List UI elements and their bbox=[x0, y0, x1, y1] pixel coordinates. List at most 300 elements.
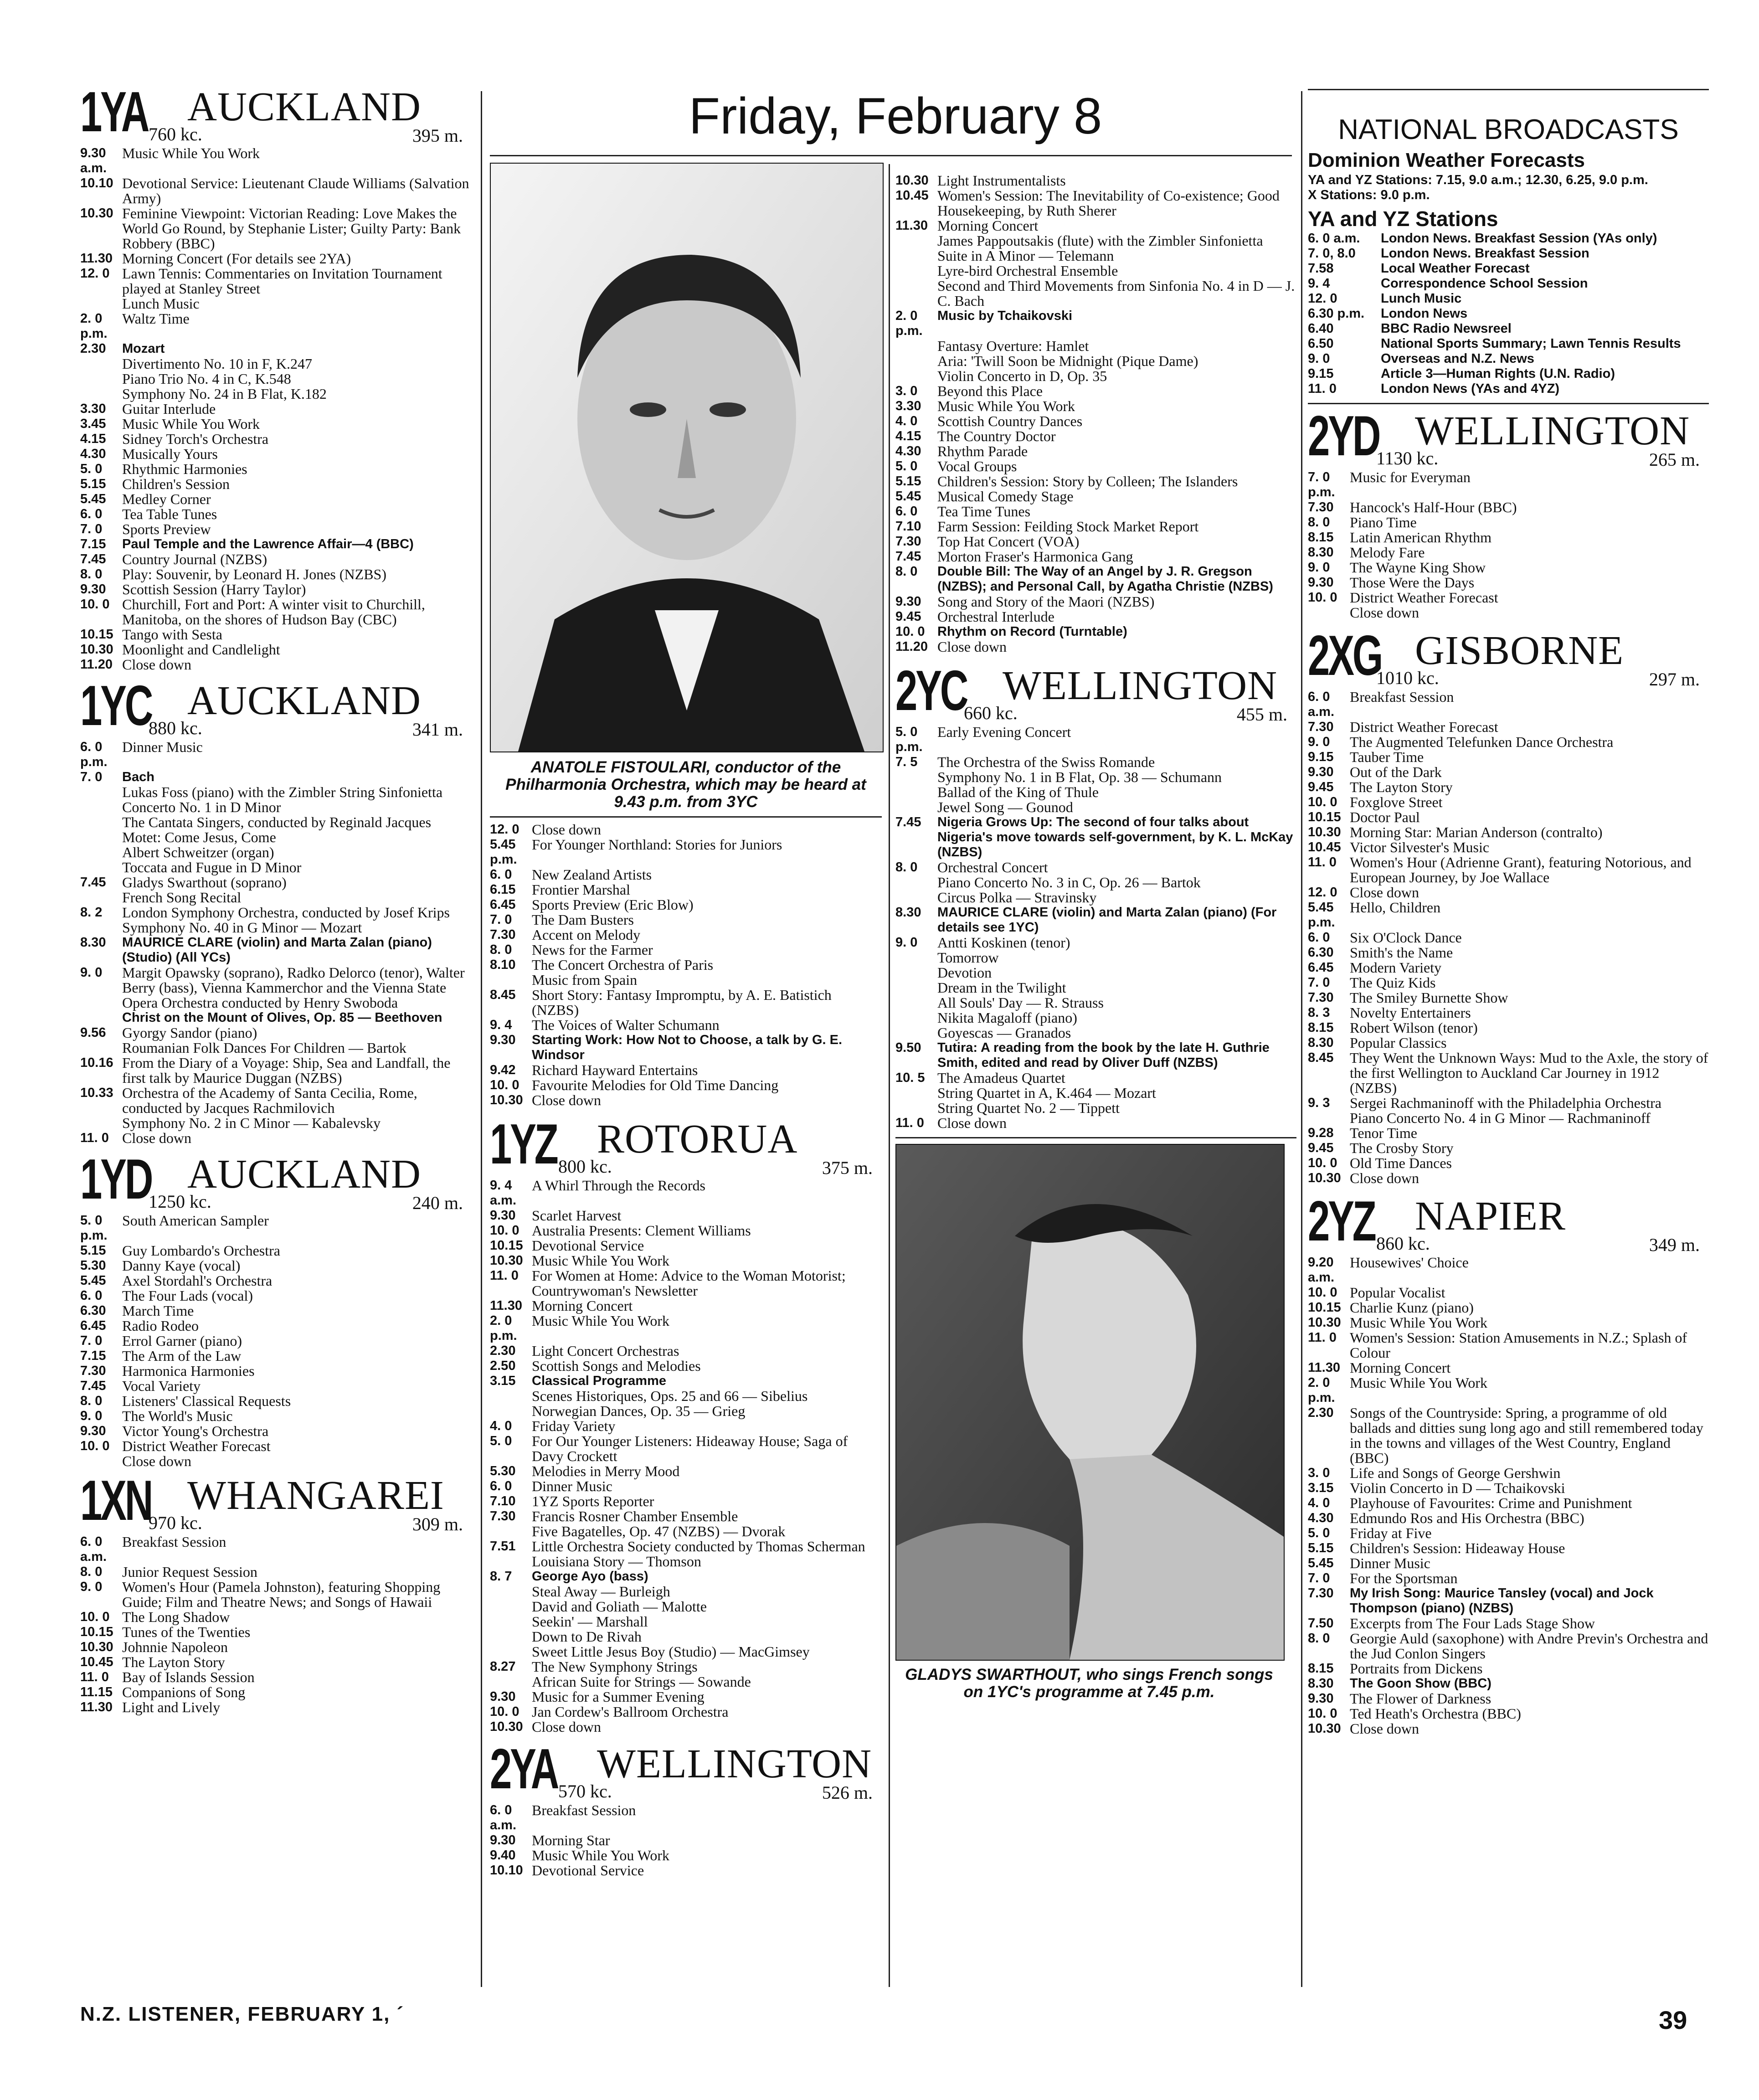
programme-time: 7. 0 bbox=[1308, 975, 1330, 990]
programme-entry bbox=[490, 1614, 882, 1629]
programme-time bbox=[895, 1086, 937, 1101]
programme-title: Music While You Work bbox=[1350, 1314, 1488, 1331]
programme-title: Correspondence School Session bbox=[1381, 276, 1588, 291]
programme-entry bbox=[1308, 735, 1709, 750]
station-city: GISBORNE bbox=[1415, 628, 1624, 673]
programme-title: 1YZ Sports Reporter bbox=[532, 1493, 654, 1509]
programme-entry bbox=[80, 1409, 472, 1424]
programme-title: Piano Concerto No. 3 in C, Op. 26 — Bartok bbox=[937, 874, 1201, 890]
programme-title: Children's Session bbox=[122, 476, 230, 492]
programme-time bbox=[895, 278, 937, 309]
programme-time: 4.30 bbox=[80, 447, 106, 461]
programme-entry bbox=[80, 1565, 472, 1580]
programme-title: Ted Heath's Orchestra (BBC) bbox=[1350, 1705, 1521, 1722]
programme-time bbox=[80, 1116, 122, 1131]
programme-entry bbox=[80, 1580, 472, 1610]
programme-time: 8. 0 bbox=[80, 1565, 103, 1579]
programme-title: Norwegian Dances, Op. 35 — Grieg bbox=[532, 1403, 746, 1419]
programme-time: 5.45 p.m. bbox=[490, 837, 517, 867]
programme-entry bbox=[490, 1389, 882, 1404]
programme-entry bbox=[490, 973, 882, 988]
programme-title: Close down bbox=[937, 638, 1007, 655]
programme-entry bbox=[80, 1454, 472, 1469]
programme-time: 8. 0 bbox=[80, 567, 103, 582]
programme-entry bbox=[895, 489, 1296, 504]
programme-entry bbox=[895, 1010, 1296, 1025]
programme-time: 7.30 bbox=[895, 534, 921, 549]
programme-entry bbox=[80, 845, 472, 860]
station-wavelength: 395 m. bbox=[412, 125, 463, 146]
programme-entry bbox=[1308, 1706, 1709, 1721]
programme-time: 10.16 bbox=[80, 1055, 113, 1070]
programme-title: Women's Hour (Pamela Johnston), featuring Shopping Guide; Film and Theatre News; and Songs of Hawaii bbox=[122, 1579, 441, 1610]
programme-title: Gladys Swarthout (soprano) bbox=[122, 874, 287, 890]
programme-title: Close down bbox=[1350, 884, 1419, 901]
programme-time: 9. 0 bbox=[80, 965, 103, 980]
programme-list-1yz bbox=[490, 1178, 882, 1735]
programme-entry bbox=[490, 1359, 882, 1374]
programme-time: 5. 0 bbox=[80, 462, 103, 476]
programme-entry bbox=[80, 935, 472, 965]
programme-entry bbox=[895, 1025, 1296, 1040]
programme-time: 8. 7 bbox=[490, 1569, 512, 1584]
programme-entry bbox=[1308, 1156, 1709, 1171]
programme-time: 9.56 bbox=[80, 1025, 106, 1040]
programme-time bbox=[895, 369, 937, 384]
programme-time bbox=[80, 920, 122, 935]
programme-time: 6.45 bbox=[1308, 960, 1334, 975]
programme-entry bbox=[80, 1439, 472, 1454]
programme-title: Country Journal (NZBS) bbox=[122, 551, 267, 567]
programme-entry bbox=[895, 639, 1296, 654]
programme-entry bbox=[80, 1025, 472, 1040]
programme-entry bbox=[1308, 765, 1709, 780]
programme-time: 9. 4 bbox=[490, 1018, 512, 1032]
caption-rule bbox=[490, 811, 882, 818]
programme-entry bbox=[490, 1434, 882, 1464]
programme-list-1yd bbox=[80, 1213, 472, 1469]
programme-entry bbox=[1308, 500, 1709, 515]
programme-entry bbox=[895, 444, 1296, 459]
station-header-1yd bbox=[80, 1148, 472, 1213]
programme-time bbox=[895, 1025, 937, 1040]
programme-time: 8. 0 bbox=[490, 942, 512, 957]
programme-time: 5. 0 bbox=[1308, 1526, 1330, 1540]
programme-entry bbox=[80, 1625, 472, 1640]
programme-title: The Long Shadow bbox=[122, 1609, 230, 1625]
programme-time: 3. 0 bbox=[895, 384, 918, 398]
programme-entry bbox=[80, 1243, 472, 1258]
programme-time: 11. 0 bbox=[80, 1670, 109, 1684]
programme-title: Axel Stordahl's Orchestra bbox=[122, 1272, 273, 1289]
national-broadcast-list bbox=[1308, 231, 1709, 396]
programme-time: 6. 0 bbox=[490, 867, 512, 882]
programme-time: 6. 0 bbox=[490, 1479, 512, 1493]
programme-title: Song and Story of the Maori (NZBS) bbox=[937, 593, 1155, 610]
station-wavelength: 526 m. bbox=[822, 1782, 873, 1803]
programme-entry bbox=[80, 1213, 472, 1243]
programme-title: Article 3—Human Rights (U.N. Radio) bbox=[1381, 366, 1615, 381]
programme-time: 5.15 bbox=[1308, 1541, 1334, 1555]
programme-entry bbox=[80, 890, 472, 905]
programme-title: Tenor Time bbox=[1350, 1125, 1417, 1141]
programme-title: Morning Concert (For details see 2YA) bbox=[122, 250, 351, 267]
programme-entry bbox=[1308, 750, 1709, 765]
programme-time: 5.45 bbox=[80, 1273, 106, 1288]
programme-title: District Weather Forecast bbox=[1350, 589, 1498, 606]
programme-title: Sports Preview bbox=[122, 521, 211, 537]
programme-title: For the Sportsman bbox=[1350, 1570, 1458, 1586]
programme-entry bbox=[80, 537, 472, 552]
programme-title: Tauber Time bbox=[1350, 749, 1424, 765]
programme-list-2yd bbox=[1308, 470, 1709, 620]
national-broadcasts-title: NATIONAL BROADCASTS bbox=[1338, 114, 1679, 145]
programme-entry bbox=[1308, 231, 1709, 246]
programme-title: Hello, Children bbox=[1350, 899, 1441, 916]
programme-time: 4.30 bbox=[895, 444, 921, 458]
programme-title: Danny Kaye (vocal) bbox=[122, 1257, 241, 1274]
station-wavelength: 455 m. bbox=[1236, 704, 1287, 725]
programme-entry bbox=[80, 1288, 472, 1303]
programme-title: Lukas Foss (piano) with the Zimbler String Sinfonietta bbox=[122, 784, 443, 800]
programme-entry bbox=[490, 1078, 882, 1093]
programme-time: 2. 0 p.m. bbox=[490, 1313, 517, 1343]
programme-entry bbox=[490, 1374, 882, 1389]
programme-time bbox=[80, 830, 122, 845]
programme-title: String Quartet No. 2 — Tippett bbox=[937, 1100, 1120, 1116]
programme-entry bbox=[895, 309, 1296, 339]
programme-title: Music While You Work bbox=[532, 1252, 670, 1269]
programme-time bbox=[80, 1010, 122, 1025]
programme-title: Early Evening Concert bbox=[937, 724, 1071, 740]
programme-title: Morning Concert bbox=[532, 1297, 633, 1314]
programme-entry bbox=[490, 1253, 882, 1268]
programme-entry bbox=[80, 1318, 472, 1333]
station-frequency: 970 kc. bbox=[149, 1513, 202, 1533]
programme-title: Toccata and Fugue in D Minor bbox=[122, 859, 302, 875]
programme-time: 5.15 bbox=[80, 1243, 106, 1258]
programme-time: 6.45 bbox=[80, 1318, 106, 1333]
programme-time: 5.45 bbox=[895, 489, 921, 504]
programme-entry bbox=[1308, 1511, 1709, 1526]
programme-time: 4. 0 bbox=[490, 1419, 512, 1433]
programme-title: Tunes of the Twenties bbox=[122, 1624, 251, 1640]
photo-caption-fistoulari: ANATOLE FISTOULARI, conductor of the Philharmonia Orchestra, which may be heard at 9.43 p.m. from 3YC bbox=[505, 758, 866, 811]
programme-time: 4.15 bbox=[80, 432, 106, 446]
programme-entry bbox=[895, 935, 1296, 950]
programme-entry bbox=[895, 950, 1296, 965]
programme-time bbox=[490, 1584, 532, 1599]
programme-title: Playhouse of Favourites: Crime and Punishment bbox=[1350, 1495, 1632, 1511]
programme-title: Music While You Work bbox=[122, 145, 260, 161]
programme-time: 8.30 bbox=[80, 935, 106, 950]
programme-title: Gyorgy Sandor (piano) bbox=[122, 1024, 257, 1041]
station-call-sign: 2XG bbox=[1308, 624, 1382, 687]
programme-title: London News. Breakfast Session bbox=[1381, 246, 1589, 261]
programme-entry bbox=[895, 624, 1296, 639]
programme-entry bbox=[1308, 545, 1709, 560]
programme-entry bbox=[1308, 1676, 1709, 1691]
programme-time: 2. 0 p.m. bbox=[1308, 1375, 1335, 1405]
programme-time bbox=[895, 1101, 937, 1116]
programme-time: 5. 0 bbox=[895, 459, 918, 474]
weather-line: YA and YZ Stations: 7.15, 9.0 a.m.; 12.30, 6.25, 9.0 p.m. bbox=[1308, 173, 1648, 187]
programme-title: South American Sampler bbox=[122, 1212, 269, 1229]
programme-title: Short Story: Fantasy Impromptu, by A. E. Batistich (NZBS) bbox=[532, 987, 832, 1018]
programme-time: 9.30 bbox=[490, 1208, 516, 1223]
programme-time: 2.30 bbox=[80, 341, 106, 356]
programme-title: Songs of the Countryside: Spring, a programme of old ballads and ditties sung long ago and still remembered today in the towns and villages of the West Country, England (BBC) bbox=[1350, 1405, 1703, 1466]
programme-entry bbox=[895, 1086, 1296, 1101]
programme-time bbox=[1308, 1111, 1350, 1126]
programme-title: Rhythm Parade bbox=[937, 443, 1028, 459]
programme-entry bbox=[80, 1349, 472, 1364]
programme-entry bbox=[80, 597, 472, 627]
programme-title: Close down bbox=[1350, 604, 1419, 621]
programme-entry bbox=[80, 477, 472, 492]
programme-entry bbox=[1308, 1126, 1709, 1141]
programme-time: 8.30 bbox=[1308, 1035, 1334, 1050]
programme-time: 3.15 bbox=[1308, 1481, 1334, 1495]
programme-title: The Dam Busters bbox=[532, 911, 634, 928]
programme-title: They Went the Unknown Ways: Mud to the Axle, the story of the first Wellington to Auckland Car Journey in 1912 (NZBS) bbox=[1350, 1050, 1708, 1096]
programme-entry bbox=[80, 875, 472, 890]
programme-entry bbox=[895, 549, 1296, 564]
column-rule bbox=[889, 164, 890, 1987]
programme-time bbox=[895, 248, 937, 263]
programme-title: Top Hat Concert (VOA) bbox=[937, 533, 1080, 550]
programme-entry bbox=[80, 815, 472, 830]
programme-time: 8.45 bbox=[490, 988, 516, 1002]
column-1 bbox=[80, 81, 472, 2001]
programme-entry bbox=[490, 1644, 882, 1659]
station-header-1xn bbox=[80, 1469, 472, 1534]
programme-title: Close down bbox=[937, 1115, 1007, 1131]
programme-time: 9.30 bbox=[1308, 575, 1334, 590]
programme-time: 9.15 bbox=[1308, 750, 1334, 764]
station-wavelength: 349 m. bbox=[1649, 1235, 1700, 1255]
programme-title: Light Concert Orchestras bbox=[532, 1343, 679, 1359]
station-frequency: 660 kc. bbox=[964, 703, 1018, 723]
programme-entry bbox=[80, 1303, 472, 1318]
programme-time: 11.20 bbox=[895, 639, 928, 654]
programme-entry bbox=[490, 897, 882, 912]
programme-time bbox=[80, 845, 122, 860]
programme-entry bbox=[490, 1584, 882, 1599]
programme-title: Moonlight and Candlelight bbox=[122, 641, 280, 658]
programme-time: 3.30 bbox=[895, 399, 921, 413]
programme-time bbox=[895, 263, 937, 278]
programme-time: 9.42 bbox=[490, 1063, 516, 1077]
programme-time bbox=[895, 890, 937, 905]
programme-time: 10. 0 bbox=[1308, 1706, 1337, 1721]
programme-title: Friday at Five bbox=[1350, 1525, 1432, 1541]
programme-time bbox=[895, 875, 937, 890]
programme-title: Symphony No. 24 in B Flat, K.182 bbox=[122, 386, 327, 402]
programme-time: 9.15 bbox=[1308, 366, 1334, 381]
programme-entry bbox=[1308, 246, 1709, 261]
programme-entry bbox=[895, 1040, 1296, 1071]
programme-time: 9.40 bbox=[490, 1848, 516, 1863]
programme-time: 10.15 bbox=[1308, 810, 1341, 824]
programme-title: Bay of Islands Session bbox=[122, 1669, 255, 1685]
programme-entry bbox=[80, 657, 472, 672]
programme-entry bbox=[80, 311, 472, 341]
programme-title: Frontier Marshal bbox=[532, 881, 630, 898]
column-4 bbox=[1308, 112, 1709, 2003]
programme-time: 11. 0 bbox=[1308, 855, 1337, 870]
programme-title: From the Diary of a Voyage: Ship, Sea and Landfall, the first talk by Maurice Duggan (NZBS) bbox=[122, 1055, 451, 1086]
programme-entry bbox=[80, 492, 472, 507]
programme-title: Roumanian Folk Dances For Children — Bartok bbox=[122, 1040, 406, 1056]
programme-time: 6. 0 bbox=[895, 504, 918, 519]
programme-time: 8. 2 bbox=[80, 905, 103, 920]
programme-entry bbox=[895, 399, 1296, 414]
programme-time: 9. 0 bbox=[80, 1409, 103, 1423]
programme-entry bbox=[1308, 1096, 1709, 1111]
programme-entry bbox=[1308, 975, 1709, 990]
programme-entry bbox=[1308, 1315, 1709, 1330]
programme-entry bbox=[1308, 810, 1709, 825]
programme-time: 9.30 bbox=[490, 1689, 516, 1704]
programme-entry bbox=[80, 522, 472, 537]
programme-title: Dream in the Twilight bbox=[937, 979, 1066, 996]
programme-title: Nigeria Grows Up: The second of four talks about Nigeria's move towards self-government, by K. L. McKay (NZBS) bbox=[937, 815, 1293, 860]
programme-time: 7. 0 p.m. bbox=[1308, 470, 1335, 499]
programme-title: Little Orchestra Society conducted by Thomas Scherman bbox=[532, 1538, 865, 1554]
programme-title: Music by Tchaikovski bbox=[937, 309, 1073, 323]
programme-title: My Irish Song: Maurice Tansley (vocal) and Jock Thompson (piano) (NZBS) bbox=[1350, 1586, 1654, 1616]
programme-entry bbox=[490, 1479, 882, 1494]
programme-title: News for the Farmer bbox=[532, 942, 653, 958]
programme-title: Tutira: A reading from the book by the late H. Guthrie Smith, edited and read by Oliver Duff (NZBS) bbox=[937, 1040, 1270, 1070]
programme-title: The Arm of the Law bbox=[122, 1348, 242, 1364]
programme-entry bbox=[80, 507, 472, 522]
programme-title: David and Goliath — Malotte bbox=[532, 1598, 707, 1615]
programme-time: 10.30 bbox=[80, 642, 113, 657]
programme-title: The Smiley Burnette Show bbox=[1350, 989, 1508, 1006]
programme-entry bbox=[490, 1178, 882, 1208]
programme-title: The Orchestra of the Swiss Romande bbox=[937, 754, 1155, 770]
programme-entry bbox=[490, 1063, 882, 1078]
programme-title: Morning Star bbox=[532, 1832, 610, 1848]
programme-title: A Whirl Through the Records bbox=[532, 1177, 705, 1194]
programme-time: 7.30 bbox=[1308, 1586, 1334, 1601]
programme-time: 10.10 bbox=[80, 176, 113, 190]
programme-title: MAURICE CLARE (violin) and Marta Zalan (piano) (Studio) (All YCs) bbox=[122, 935, 432, 965]
programme-title: Scottish Songs and Melodies bbox=[532, 1358, 701, 1374]
programme-title: Lunch Music bbox=[122, 295, 200, 312]
programme-entry bbox=[80, 206, 472, 251]
programme-title: Novelty Entertainers bbox=[1350, 1004, 1471, 1021]
programme-time bbox=[80, 1040, 122, 1055]
programme-entry bbox=[1308, 1050, 1709, 1096]
programme-entry bbox=[490, 1674, 882, 1689]
programme-entry bbox=[1308, 1141, 1709, 1156]
programme-time: 7. 0 bbox=[1308, 1571, 1330, 1585]
station-header-1yc bbox=[80, 674, 472, 740]
programme-title: Paul Temple and the Lawrence Affair—4 (BBC) bbox=[122, 537, 414, 551]
programme-list-2yc bbox=[895, 725, 1296, 1131]
programme-entry bbox=[80, 1640, 472, 1655]
programme-title: Tea Table Tunes bbox=[122, 506, 217, 522]
programme-time: 6. 0 a.m. bbox=[80, 1534, 107, 1564]
programme-entry bbox=[490, 1509, 882, 1524]
programme-time: 10. 0 bbox=[1308, 1285, 1337, 1300]
programme-time bbox=[490, 1524, 532, 1539]
station-frequency: 570 kc. bbox=[558, 1781, 612, 1801]
programme-title: Feminine Viewpoint: Victorian Reading: Love Makes the World Go Round, by Stephanie Lister; Guilty Party: Bank Robbery (BBC) bbox=[122, 205, 461, 252]
programme-title: Close down bbox=[122, 1130, 191, 1146]
programme-entry bbox=[490, 1404, 882, 1419]
programme-entry bbox=[80, 462, 472, 477]
programme-title: Orchestra of the Academy of Santa Cecilia, Rome, conducted by Jacques Rachmilovich bbox=[122, 1085, 417, 1116]
programme-title: Tea Time Tunes bbox=[937, 503, 1031, 520]
programme-time: 8.10 bbox=[490, 957, 516, 972]
programme-title: Motet: Come Jesus, Come bbox=[122, 829, 276, 845]
programme-time: 11. 0 bbox=[895, 1116, 924, 1130]
programme-title: Georgie Auld (saxophone) with Andre Previn's Orchestra and the Jud Conlon Singers bbox=[1350, 1630, 1708, 1662]
station-frequency: 1250 kc. bbox=[149, 1191, 211, 1212]
programme-time: 9. 4 a.m. bbox=[490, 1178, 517, 1208]
programme-entry bbox=[1308, 900, 1709, 930]
programme-entry bbox=[80, 341, 472, 356]
station-wavelength: 240 m. bbox=[412, 1193, 463, 1213]
programme-title: Waltz Time bbox=[122, 310, 190, 327]
programme-time bbox=[80, 371, 122, 386]
station-frequency: 880 kc. bbox=[149, 718, 202, 738]
programme-time: 6.40 bbox=[1308, 321, 1334, 336]
portrait-illustration bbox=[491, 164, 883, 751]
programme-time: 5. 0 p.m. bbox=[895, 725, 923, 754]
programme-title: The Cantata Singers, conducted by Reginald Jacques bbox=[122, 814, 432, 830]
programme-time bbox=[895, 995, 937, 1010]
programme-time: 7.45 bbox=[80, 875, 106, 890]
station-header-2yc bbox=[895, 659, 1296, 725]
programme-entry bbox=[490, 1093, 882, 1108]
programme-title: Guy Lombardo's Orchestra bbox=[122, 1242, 280, 1259]
programme-entry bbox=[80, 371, 472, 386]
programme-title: Music for a Summer Evening bbox=[532, 1688, 705, 1705]
programme-time: 6. 0 a.m. bbox=[1308, 690, 1335, 719]
programme-entry bbox=[80, 785, 472, 800]
programme-time: 10. 0 bbox=[80, 597, 110, 612]
programme-entry bbox=[895, 594, 1296, 609]
programme-time: 8. 0 bbox=[1308, 1631, 1330, 1646]
programme-entry bbox=[80, 567, 472, 582]
programme-title: Friday Variety bbox=[532, 1418, 616, 1434]
programme-entry bbox=[1308, 930, 1709, 945]
programme-entry bbox=[490, 1848, 882, 1863]
programme-title: Scenes Historiques, Ops. 25 and 66 — Sibelius bbox=[532, 1388, 808, 1404]
station-header-1yz bbox=[490, 1113, 882, 1178]
programme-entry bbox=[80, 920, 472, 935]
programme-time: 6.45 bbox=[490, 897, 516, 912]
programme-time: 10.30 bbox=[490, 1093, 523, 1107]
programme-title: Christ on the Mount of Olives, Op. 85 — Beethoven bbox=[122, 1010, 442, 1025]
programme-list-1xn bbox=[80, 1534, 472, 1715]
programme-entry bbox=[490, 1704, 882, 1719]
programme-title: Close down bbox=[532, 821, 601, 838]
programme-entry bbox=[1308, 1721, 1709, 1736]
programme-time: 11.15 bbox=[80, 1685, 113, 1699]
programme-time: 9.45 bbox=[1308, 1141, 1334, 1155]
programme-title: Francis Rosner Chamber Ensemble bbox=[532, 1508, 738, 1524]
programme-title: Popular Vocalist bbox=[1350, 1284, 1445, 1301]
programme-time: 10.30 bbox=[1308, 825, 1341, 839]
station-call-sign: 1YA bbox=[80, 81, 148, 144]
programme-time bbox=[80, 785, 122, 800]
